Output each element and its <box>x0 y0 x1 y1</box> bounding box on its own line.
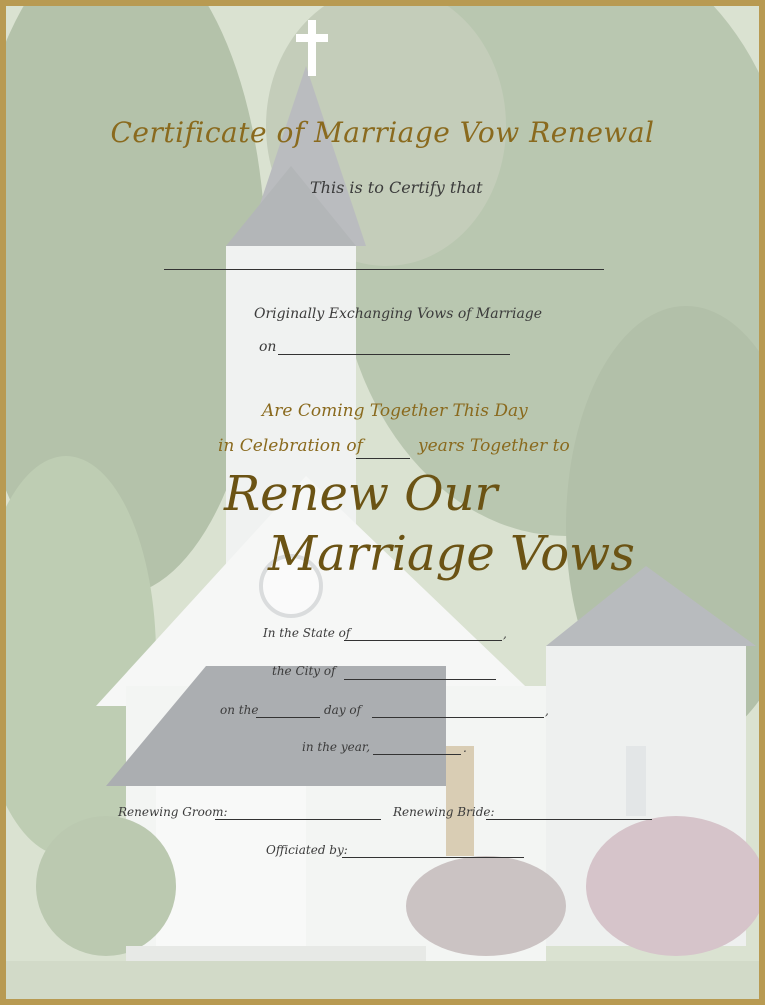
day-line[interactable] <box>256 717 320 718</box>
day-of-label: day of <box>324 703 362 717</box>
celebration-prefix: in Celebration of <box>218 436 363 456</box>
day-comma: , <box>545 704 549 718</box>
on-label: on <box>259 339 277 355</box>
groom-label: Renewing Groom: <box>118 805 228 819</box>
couple-names-line[interactable] <box>164 269 604 270</box>
celebration-suffix: years Together to <box>418 436 570 456</box>
groom-signature-line[interactable] <box>215 819 381 820</box>
bride-label: Renewing Bride: <box>393 805 495 819</box>
officiated-label: Officiated by: <box>266 843 348 857</box>
certify-text: This is to Certify that <box>310 178 483 197</box>
certificate-title: Certificate of Marriage Vow Renewal <box>110 116 655 149</box>
month-line[interactable] <box>372 717 544 718</box>
original-date-line[interactable] <box>278 354 510 355</box>
on-the-label: on the <box>220 703 259 717</box>
coming-together-text: Are Coming Together This Day <box>262 401 528 421</box>
state-comma: , <box>503 627 507 641</box>
year-label: in the year, <box>302 740 371 754</box>
city-label: the City of <box>272 664 336 678</box>
officiant-signature-line[interactable] <box>342 857 524 858</box>
cross-icon <box>294 20 330 76</box>
certificate-content <box>6 6 759 999</box>
renew-heading-line1: Renew Our <box>224 466 498 522</box>
state-label: In the State of <box>263 626 351 640</box>
city-line[interactable] <box>344 679 496 680</box>
years-line[interactable] <box>356 458 410 459</box>
bride-signature-line[interactable] <box>486 819 652 820</box>
year-line[interactable] <box>373 754 461 755</box>
state-line[interactable] <box>344 640 502 641</box>
renew-heading-line2: Marriage Vows <box>268 526 635 582</box>
year-period: . <box>463 741 467 755</box>
originally-text: Originally Exchanging Vows of Marriage <box>254 306 543 322</box>
